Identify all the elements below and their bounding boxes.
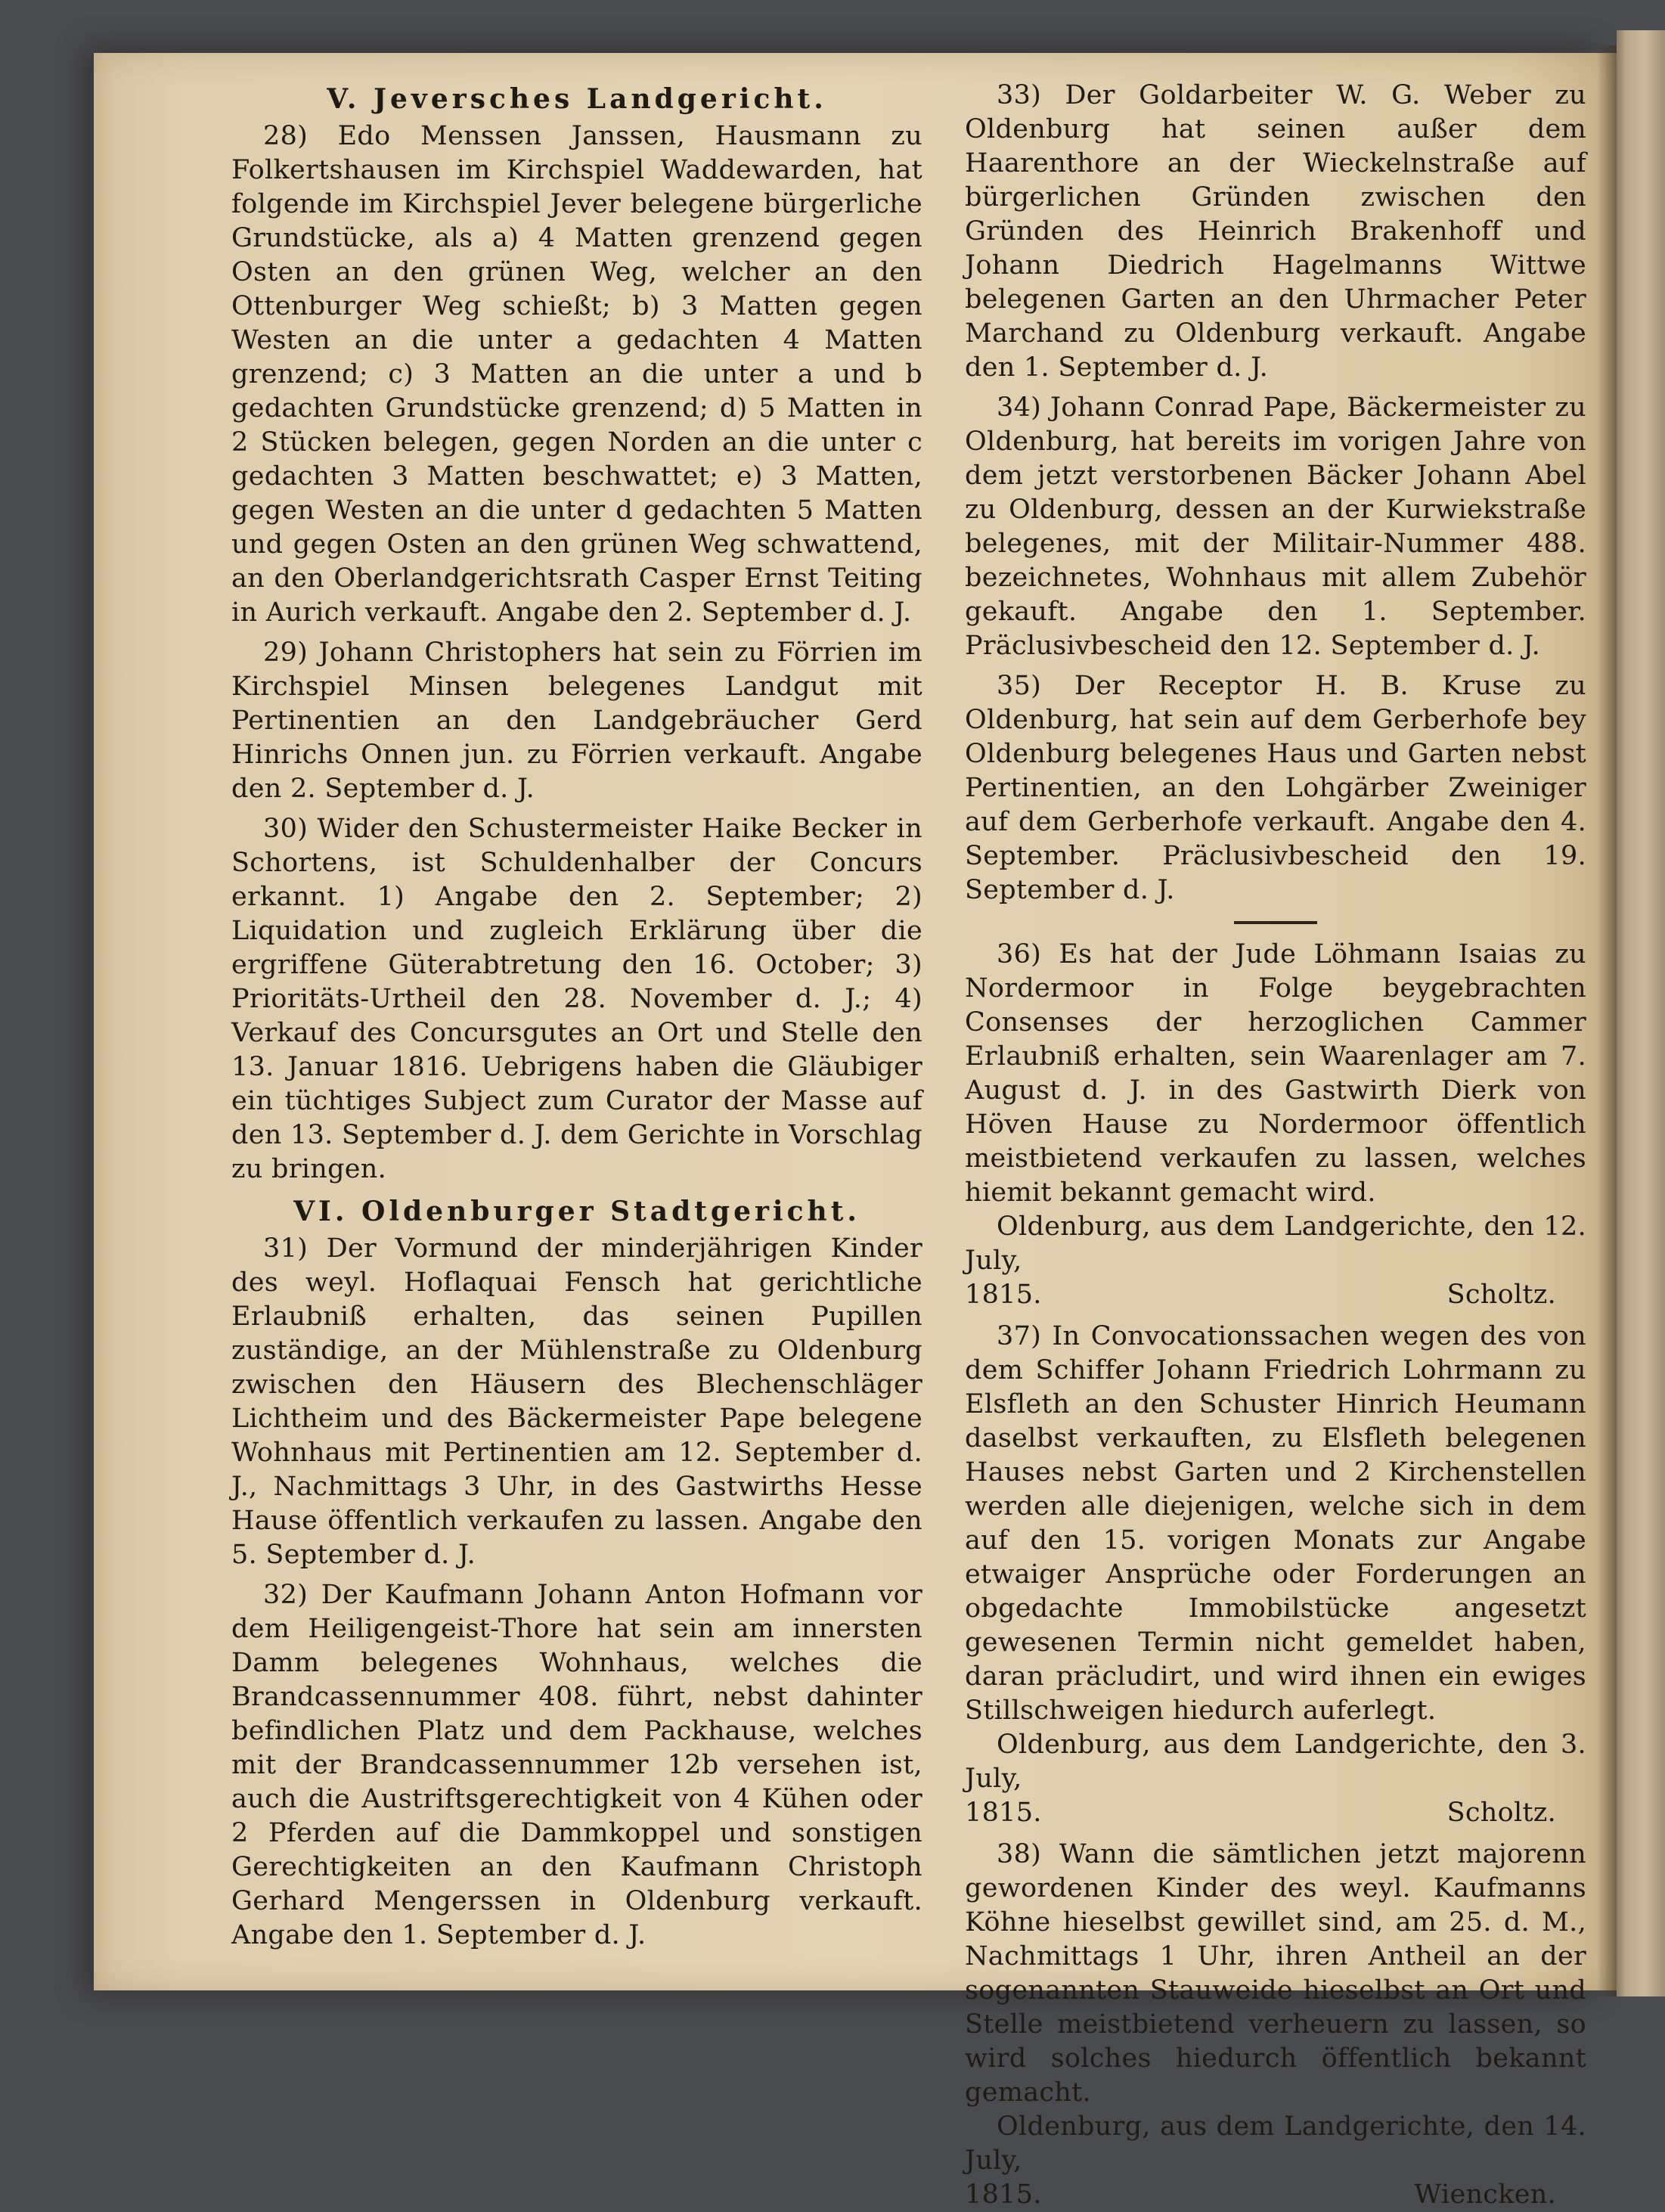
signature-36-row [965,1278,1586,1312]
entry-35: 35) Der Receptor H. B. Kruse zu Oldenburg, hat sein auf dem Gerberhofe bey Oldenburg belegenes Haus und Garten nebst Pertinentien, an den Lohgärber Zweiniger auf dem Gerberhofe verkauft. Angabe den 4. September. Präclusivbescheid den 19. September d. J. [965,671,1586,905]
signature-37-row [965,1796,1586,1830]
section-title-jever: V. Jeversches Landgericht. [327,83,827,115]
signature-36-name: Scholtz. [1446,1280,1556,1310]
signature-38-year: 1815. [965,2179,1042,2210]
entry-30: 30) Wider den Schustermeister Haike Becker in Schortens, ist Schuldenhalber der Concurs erkannt. 1) Angabe den 2. September; 2) Liquidation und zugleich Erklärung über die ergriffene Güterabtretung den 16. October; 3) Prioritäts-Urtheil den 28. November d. J.; 4) Verkauf des Concursgutes an Ort und Stelle den 13. Januar 1816. Uebrigens haben die Gläubiger ein tüchtiges Subject zum Curator der Masse auf den 13. September d. J. dem Gerichte in Vorschlag zu bringen. [231,814,922,1184]
entry-28: 28) Edo Menssen Janssen, Hausmann zu Folkertshausen im Kirchspiel Waddewarden, hat folgende im Kirchspiel Jever belegene bürgerliche Grundstücke, als a) 4 Matten grenzend gegen Osten an den grünen Weg, welcher an den Ottenburger Weg schießt; b) 3 Matten gegen Westen an die unter a gedachten 4 Matten grenzend; c) 3 Matten an die unter a und b gedachten Grundstücke grenzend; d) 5 Matten in 2 Stücken belegen, gegen Norden an die unter c gedachten 3 Matten beschwattet; e) 3 Matten, gegen Westen an die unter d gedachten 5 Matten und gegen Osten an den grünen Weg schwattend, an den Oberlandgerichtsrath Casper Ernst Teiting in Aurich verkauft. Angabe den 2. September d. J. [231,121,922,628]
entry-38: 38) Wann die sämtlichen jetzt majorenn gewordenen Kinder des weyl. Kaufmanns Köhne hieselbst gewillet sind, am 25. d. M., Nachmittags 1 Uhr, ihren Antheil an der sogenannten Stauweide hieselbst an Ort und Stelle meistbietend verheuern zu lassen, so wird solches hiedurch öffentlich bekannt gemacht. [965,1839,1586,2108]
right-column [965,79,1586,2212]
entry-34: 34) Johann Conrad Pape, Bäckermeister zu Oldenburg, hat bereits im vorigen Jahre von dem jetzt verstorbenen Bäcker Johann Abel zu Oldenburg, dessen an der Kurwiekstraße belegenes, mit der Militair-Nummer 488. bezeichnetes, Wohnhaus mit allem Zubehör gekauft. Angabe den 1. September. Präclusivbescheid den 12. September d. J. [965,392,1586,661]
entry-32: 32) Der Kaufmann Johann Anton Hofmann vor dem Heiligengeist-Thore hat sein am innersten Damm belegenes Wohnhaus, welches die Brandcassennummer 408. führt, nebst dahinter befindlichen Platz und dem Packhause, welches mit der Brandcassennummer 12b versehen ist, auch die Austriftsgerechtigkeit von 4 Kühen oder 2 Pferden auf die Dammkoppel und sonstigen Gerechtigkeiten an den Kaufmann Christoph Gerhard Mengerssen in Oldenburg verkauft. Angabe den 1. September d. J. [231,1580,922,1950]
book-gutter [1597,45,1617,1996]
entry-36: 36) Es hat der Jude Löhmann Isaias zu Nordermoor in Folge beygebrachten Consenses der herzoglichen Cammer Erlaubniß erhalten, sein Waarenlager am 7. August d. J. in des Gastwirth Dierk von Höven Hause zu Nordermoor öffentlich meistbietend verkaufen zu lassen, welches hiemit bekannt gemacht wird. [965,939,1586,1208]
facing-page-edge [1617,30,1665,1996]
left-column [231,79,922,1953]
signature-38-name: Wiencken. [1414,2179,1556,2210]
signature-36-year: 1815. [965,1280,1042,1310]
signature-37-year: 1815. [965,1798,1042,1828]
entry-29: 29) Johann Christophers hat sein zu Förrien im Kirchspiel Minsen belegenes Landgut mit Pertinentien an den Landgebräucher Gerd Hinrichs Onnen jun. zu Förrien verkauft. Angabe den 2. September d. J. [231,638,922,804]
signature-37-name: Scholtz. [1446,1798,1556,1828]
signature-36-place: Oldenburg, aus dem Landgerichte, den 12. July, [965,1211,1586,1276]
signature-38-place: Oldenburg, aus dem Landgerichte, den 14. July, [965,2111,1586,2176]
entry-31: 31) Der Vormund der minderjährigen Kinder des weyl. Hoflaquai Fensch hat gerichtliche Erlaubniß erhalten, das seinen Pupillen zuständige, an der Mühlenstraße zu Oldenburg zwischen den Häusern des Blechenschläger Lichtheim und des Bäckermeister Pape belegene Wohnhaus mit Pertinentien am 12. September d. J., Nachmittags 3 Uhr, in des Gastwirths Hesse Hause öffentlich verkaufen zu lassen. Angabe den 5. September d. J. [231,1233,922,1570]
signature-38-row [965,2178,1586,2212]
entry-33: 33) Der Goldarbeiter W. G. Weber zu Oldenburg hat seinen außer dem Haarenthore an der Wieckelnstraße auf bürgerlichen Gründen zwischen den Gründen des Heinrich Brakenhoff und Johann Diedrich Hagelmanns Wittwe belegenen Garten an den Uhrmacher Peter Marchand zu Oldenburg verkauft. Angabe den 1. September d. J. [965,80,1586,383]
entry-37: 37) In Convocationssachen wegen des von dem Schiffer Johann Friedrich Lohrmann zu Elsfleth an den Schuster Hinrich Heumann daselbst verkauften, zu Elsfleth belegenen Hauses nebst Garten und 2 Kirchenstellen werden alle diejenigen, welche sich in dem auf den 15. vorigen Monats zur Angabe etwaiger Ansprüche oder Forderungen an obgedachte Immobilstücke angesetzt gewesenen Termin nicht gemeldet haben, daran präcludirt, und wird ihnen ein ewiges Stillschweigen hiedurch auferlegt. [965,1321,1586,1726]
signature-37-place: Oldenburg, aus dem Landgerichte, den 3. July, [965,1730,1586,1794]
section-title-oldenburg: VI. Oldenburger Stadtgericht. [293,1196,860,1227]
section-divider-rule [1234,921,1317,924]
